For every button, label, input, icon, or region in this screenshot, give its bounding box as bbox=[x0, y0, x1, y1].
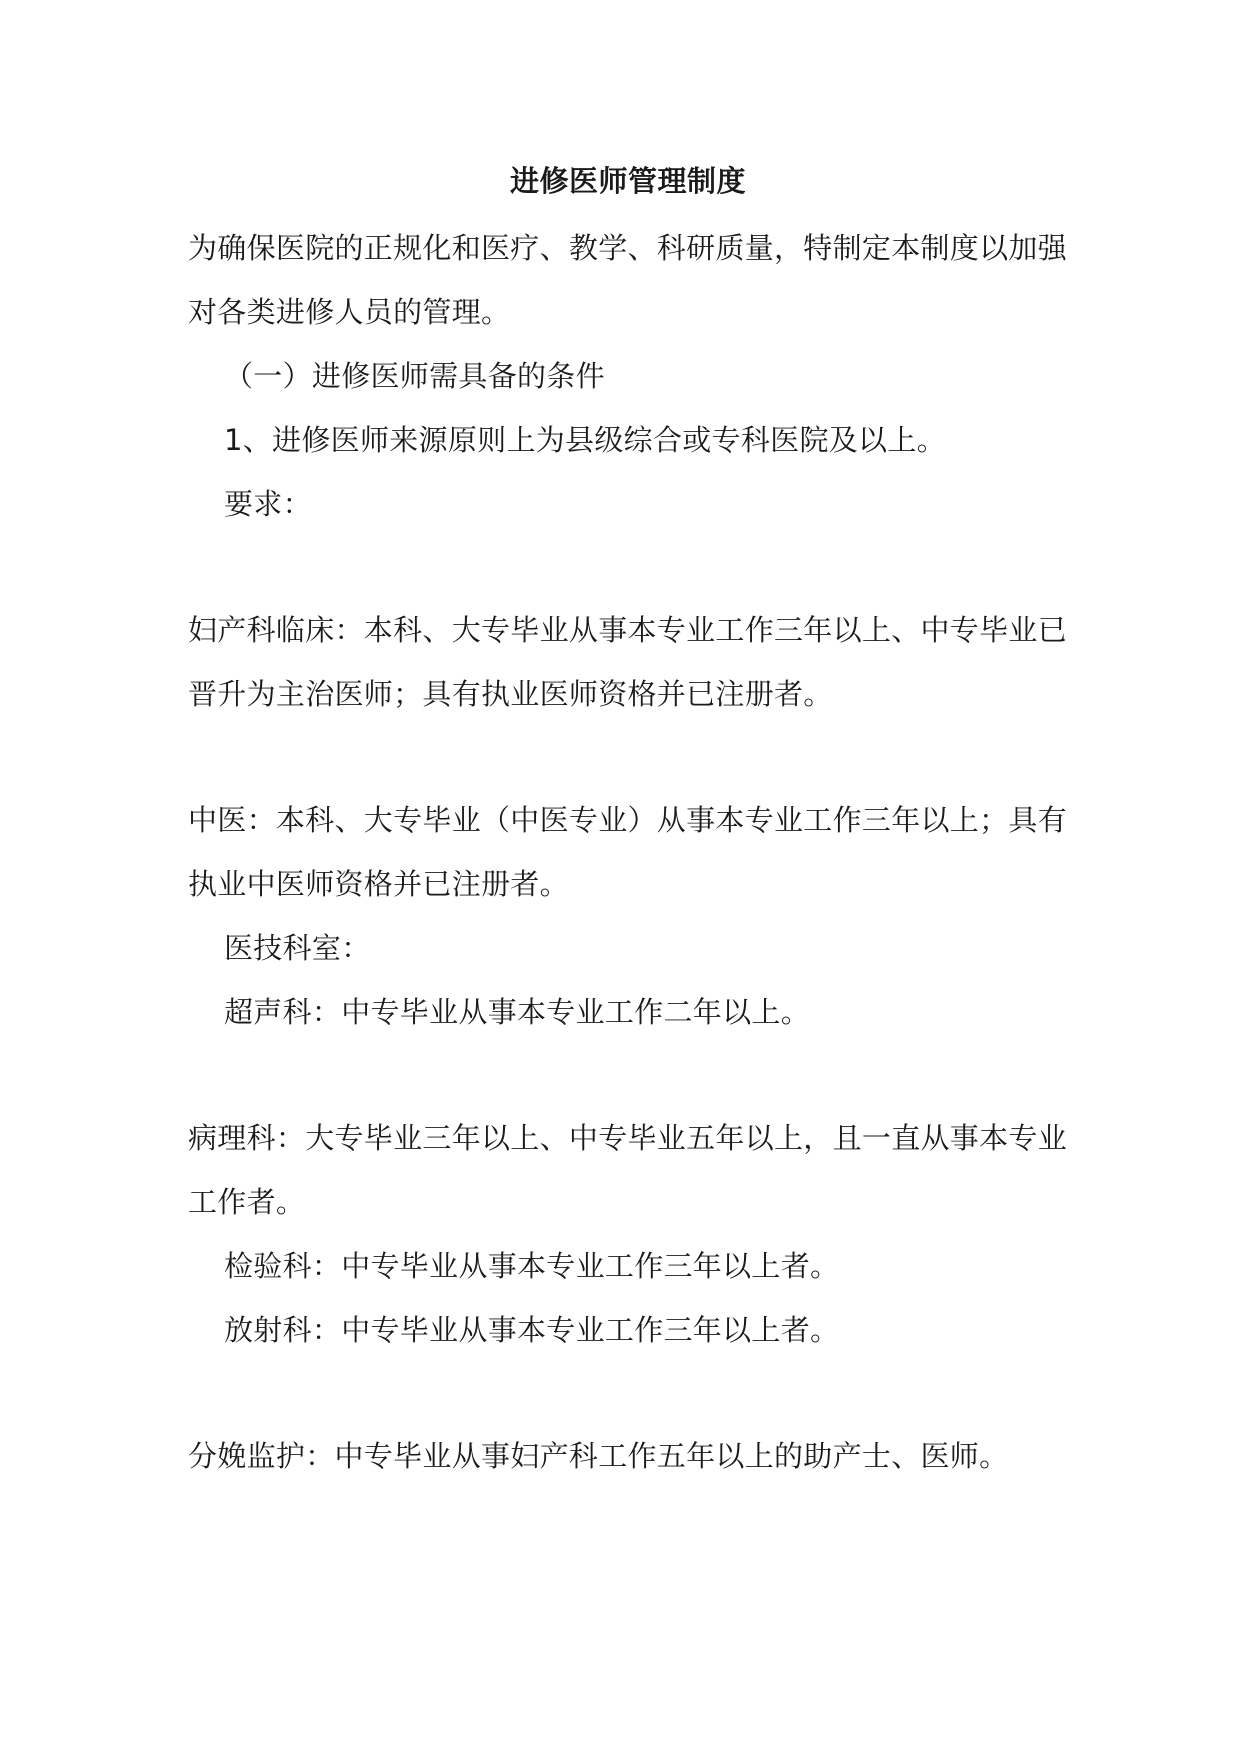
paragraph-source-requirement: 1、进修医师来源原则上为县级综合或专科医院及以上。 bbox=[224, 423, 946, 457]
paragraph-ultrasound: 超声科：中专毕业从事本专业工作二年以上。 bbox=[224, 995, 811, 1029]
paragraph-delivery-monitoring: 分娩监护：中专毕业从事妇产科工作五年以上的助产士、医师。 bbox=[188, 1439, 1009, 1473]
document-title: 进修医师管理制度 bbox=[509, 164, 746, 198]
document-page bbox=[188, 160, 1068, 1488]
paragraph-intro: 为确保医院的正规化和医疗、教学、科研质量，特制定本制度以加强对各类进修人员的管理。 bbox=[188, 231, 1068, 329]
paragraph-obstetrics-clinical: 妇产科临床：本科、大专毕业从事本专业工作三年以上、中专毕业已晋升为主治医师；具有执业医师资格并已注册者。 bbox=[188, 613, 1068, 711]
section-heading-conditions: （一）进修医师需具备的条件 bbox=[224, 359, 605, 393]
paragraph-requirements-label: 要求： bbox=[224, 487, 312, 521]
paragraph-tcm: 中医：本科、大专毕业（中医专业）从事本专业工作三年以上；具有执业中医师资格并已注册者。 bbox=[188, 803, 1068, 901]
paragraph-pathology: 病理科：大专毕业三年以上、中专毕业五年以上，且一直从事本专业工作者。 bbox=[188, 1121, 1068, 1219]
paragraph-medical-tech-label: 医技科室： bbox=[224, 931, 371, 965]
paragraph-radiology: 放射科：中专毕业从事本专业工作三年以上者。 bbox=[224, 1313, 840, 1347]
paragraph-laboratory: 检验科：中专毕业从事本专业工作三年以上者。 bbox=[224, 1249, 840, 1283]
